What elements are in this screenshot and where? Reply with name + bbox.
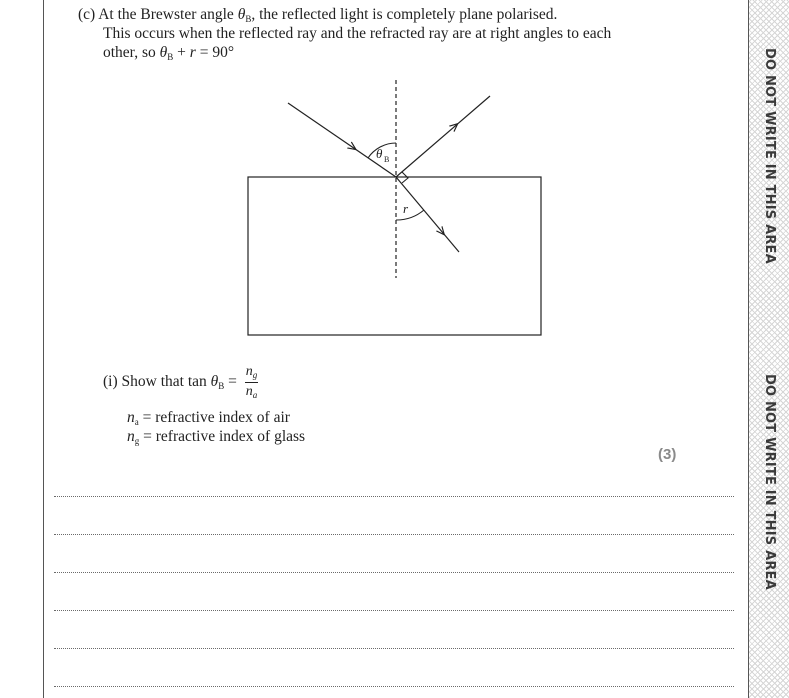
reflected-ray [396,96,490,177]
marks-label: (3) [658,446,677,463]
refraction-angle-arc [396,210,424,220]
definition-air: $n_a$ = refractive index of air [127,409,290,427]
theta-subscript: B [245,14,252,24]
answer-line[interactable] [54,610,734,611]
equals-ninety: = 90° [199,44,235,61]
question-c-line-2: This occurs when the reflected ray and the refracted ray are at right angles to each [103,25,612,42]
margin-warning-bottom: DO NOT WRITE IN THIS AREA [762,374,777,590]
show-that-text: Show that tan [121,373,207,391]
r-symbol: r [189,44,196,61]
glass-block [248,177,541,335]
question-label: (c) [78,6,96,23]
answer-line[interactable] [54,534,734,535]
theta-symbol: θ [210,373,219,391]
theta-symbol: θ [159,44,168,61]
answer-line[interactable] [54,496,734,497]
definition-glass: $n_g$ = refractive index of glass [127,428,306,446]
plus-sign: + [177,44,186,61]
fraction-numerator: $n_g$ [245,365,259,383]
theta-subscript: B [167,52,174,62]
fraction-denominator: $n_a$ [245,384,258,400]
answer-line[interactable] [54,648,734,649]
theta-symbol: θ [237,6,246,23]
refraction-angle-label: r [403,201,409,216]
incident-ray [288,103,396,177]
ratio-fraction [245,365,259,400]
part-i-prompt [103,365,258,400]
angle-label-theta: θ [376,146,383,161]
equals-sign: = [228,373,237,391]
intro-text: At the Brewster angle [98,6,234,23]
answer-line[interactable] [54,572,734,573]
answer-line[interactable] [54,686,734,687]
part-i-label: (i) [103,373,118,391]
margin-warning-top: DO NOT WRITE IN THIS AREA [762,48,777,264]
angle-label-sub: B [384,155,390,164]
theta-subscript: B [218,381,225,392]
intro-text-cont: , the reflected light is completely plane polarised. [251,6,558,23]
line3-text: other, so [103,44,156,61]
